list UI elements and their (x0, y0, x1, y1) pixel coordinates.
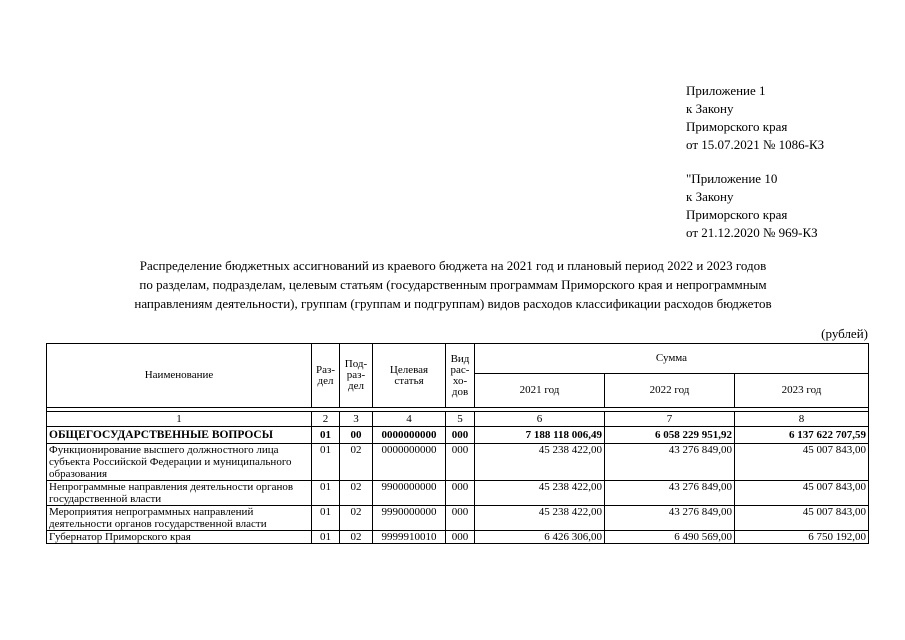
cell-subsection-code: 02 (340, 531, 373, 544)
cell-section-code: 01 (312, 531, 340, 544)
title-line: направлениям деятельности), группам (группам и подгруппам) видов расходов классификации расходов бюджетов (134, 296, 772, 311)
appendix-reference-current (686, 82, 824, 154)
cell-sum-2022: 43 276 849,00 (605, 481, 735, 506)
cell-sum-2021: 45 238 422,00 (475, 444, 605, 481)
cell-expense-type-code: 000 (446, 481, 475, 506)
cell-sum-2021: 7 188 118 006,49 (475, 427, 605, 444)
column-number: 2 (312, 412, 340, 427)
header-year-2021: 2021 год (475, 374, 605, 408)
appendix-reference-amended (686, 170, 818, 242)
cell-section-code: 01 (312, 427, 340, 444)
appendix-line: к Закону (686, 101, 734, 116)
cell-section-code: 01 (312, 444, 340, 481)
cell-expense-type-code: 000 (446, 444, 475, 481)
table-row (47, 531, 869, 544)
cell-expense-type-code: 000 (446, 531, 475, 544)
table-row (47, 481, 869, 506)
cell-target-article-code: 0000000000 (373, 444, 446, 481)
cell-sum-2022: 43 276 849,00 (605, 444, 735, 481)
cell-subsection-code: 02 (340, 444, 373, 481)
table-row (47, 427, 869, 444)
column-number: 1 (47, 412, 312, 427)
cell-target-article-code: 9999910010 (373, 531, 446, 544)
header-section: Раз- дел (312, 344, 340, 408)
cell-target-article-code: 0000000000 (373, 427, 446, 444)
header-year-2022: 2022 год (605, 374, 735, 408)
cell-sum-2023: 45 007 843,00 (735, 444, 869, 481)
cell-sum-2022: 43 276 849,00 (605, 506, 735, 531)
cell-expense-type-code: 000 (446, 506, 475, 531)
column-numbers-row (47, 412, 869, 427)
appendix-line: от 21.12.2020 № 969-КЗ (686, 225, 818, 240)
table-row (47, 444, 869, 481)
column-number: 6 (475, 412, 605, 427)
appendix-line: "Приложение 10 (686, 171, 778, 186)
appendix-line: к Закону (686, 189, 734, 204)
header-target-article: Целевая статья (373, 344, 446, 408)
cell-sum-2021: 45 238 422,00 (475, 481, 605, 506)
column-number: 3 (340, 412, 373, 427)
title-line: по разделам, подразделам, целевым статьям (государственным программам Приморского края и непрограммным (139, 277, 767, 292)
units-label: (рублей) (821, 326, 868, 341)
column-number: 5 (446, 412, 475, 427)
table-body (47, 427, 869, 544)
cell-target-article-code: 9900000000 (373, 481, 446, 506)
cell-name: Функционирование высшего должностного лица субъекта Российской Федерации и муниципального образования (47, 444, 312, 481)
cell-name: Мероприятия непрограммных направлений деятельности органов государственной власти (47, 506, 312, 531)
cell-name: Непрограммные направления деятельности органов государственной власти (47, 481, 312, 506)
cell-sum-2023: 45 007 843,00 (735, 481, 869, 506)
cell-sum-2023: 6 137 622 707,59 (735, 427, 869, 444)
cell-subsection-code: 00 (340, 427, 373, 444)
header-subsection: Под- раз- дел (340, 344, 373, 408)
cell-sum-2022: 6 058 229 951,92 (605, 427, 735, 444)
header-expense-type: Вид рас- хо- дов (446, 344, 475, 408)
cell-name: ОБЩЕГОСУДАРСТВЕННЫЕ ВОПРОСЫ (47, 427, 312, 444)
column-number: 7 (605, 412, 735, 427)
cell-sum-2023: 6 750 192,00 (735, 531, 869, 544)
table-row (47, 506, 869, 531)
cell-section-code: 01 (312, 481, 340, 506)
budget-table (46, 343, 869, 544)
cell-sum-2021: 6 426 306,00 (475, 531, 605, 544)
cell-expense-type-code: 000 (446, 427, 475, 444)
appendix-line: от 15.07.2021 № 1086-КЗ (686, 137, 825, 152)
cell-name: Губернатор Приморского края (47, 531, 312, 544)
cell-subsection-code: 02 (340, 506, 373, 531)
cell-subsection-code: 02 (340, 481, 373, 506)
header-name: Наименование (47, 344, 312, 408)
cell-target-article-code: 9990000000 (373, 506, 446, 531)
document-title (40, 256, 866, 313)
header-year-2023: 2023 год (735, 374, 869, 408)
appendix-line: Приложение 1 (686, 83, 766, 98)
title-line: Распределение бюджетных ассигнований из краевого бюджета на 2021 год и плановый период 2022 и 2023 годов (139, 258, 767, 273)
cell-sum-2022: 6 490 569,00 (605, 531, 735, 544)
appendix-line: Приморского края (686, 207, 788, 222)
header-sum: Сумма (475, 344, 869, 374)
appendix-line: Приморского края (686, 119, 788, 134)
cell-section-code: 01 (312, 506, 340, 531)
cell-sum-2021: 45 238 422,00 (475, 506, 605, 531)
column-number: 8 (735, 412, 869, 427)
column-number: 4 (373, 412, 446, 427)
cell-sum-2023: 45 007 843,00 (735, 506, 869, 531)
